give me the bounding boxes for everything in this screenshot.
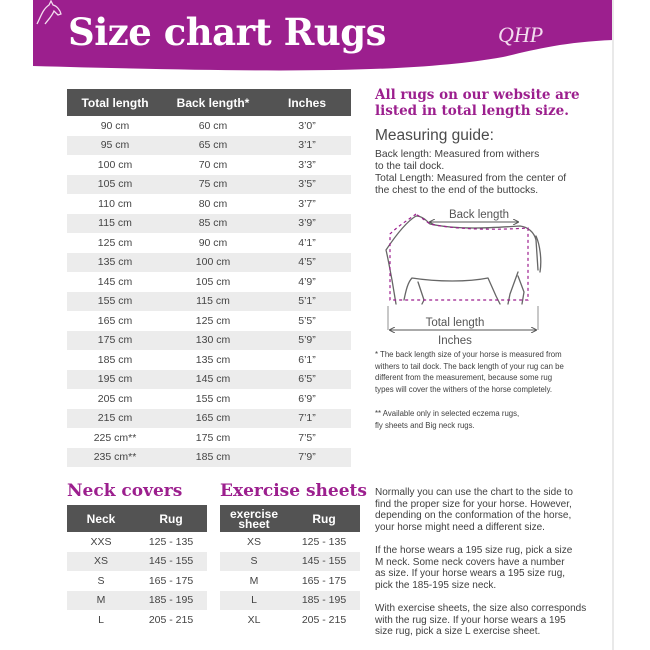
header-exercise-sheet xyxy=(220,505,288,532)
para-line: With exercise sheets, the size also corresponds xyxy=(375,603,587,614)
table-cell: 145 cm xyxy=(163,370,263,390)
table-cell: 205 cm xyxy=(97,392,133,405)
footnote-line: * The back length size of your horse is measured from xyxy=(375,350,562,359)
table-cell: 6’5” xyxy=(263,370,351,390)
table-cell: 90 cm xyxy=(198,236,228,249)
table-row xyxy=(67,389,351,409)
table-cell: 165 - 175 xyxy=(301,574,347,587)
table-cell: 80 cm xyxy=(198,197,228,210)
back-length-footnote xyxy=(375,349,590,395)
table-cell: 3’7” xyxy=(298,197,316,210)
table-row xyxy=(67,331,351,351)
table-cell: M xyxy=(67,591,135,611)
table-cell: 155 cm xyxy=(195,392,231,405)
measuring-guide-text xyxy=(375,149,590,197)
footnote-line: ** Available only in selected eczema rugs, xyxy=(375,409,520,418)
inches-label: Inches xyxy=(438,335,472,347)
table-cell: 4’5” xyxy=(263,253,351,273)
table-cell: 195 cm xyxy=(67,370,163,390)
footnote-line: types will cover the withers of the horse completely. xyxy=(375,384,553,394)
table-row xyxy=(67,409,351,429)
table-cell: 185 cm xyxy=(97,353,133,366)
size-chart-body xyxy=(67,116,351,467)
table-row xyxy=(67,155,351,175)
table-row xyxy=(220,552,360,572)
table-cell: XL xyxy=(247,613,261,626)
table-cell: 3’5” xyxy=(263,175,351,195)
table-cell: 175 cm xyxy=(67,331,163,351)
table-cell: 6’1” xyxy=(298,353,316,366)
table-header-row xyxy=(220,505,360,532)
table-row xyxy=(67,610,207,630)
table-cell: 65 cm xyxy=(163,136,263,156)
table-cell: 60 cm xyxy=(198,119,228,132)
table-cell: S xyxy=(220,552,288,572)
table-cell: L xyxy=(220,591,288,611)
table-row xyxy=(67,311,351,331)
footnote-line: withers to tail dock. The back length of your rug can be xyxy=(375,361,564,371)
header-rug: Rug xyxy=(288,505,360,532)
table-cell: XS xyxy=(67,552,135,572)
measuring-guide-title: Measuring guide: xyxy=(375,127,494,144)
page-edge-rule xyxy=(612,0,614,650)
table-row xyxy=(67,532,207,552)
table-cell: 3’3” xyxy=(298,158,316,171)
guide-line: to the tail dock. xyxy=(375,161,445,172)
table-row xyxy=(67,253,351,273)
table-cell: 145 - 155 xyxy=(288,552,360,572)
footnote-line: fly sheets and Big neck rugs. xyxy=(375,420,475,430)
footnote-line: different from the measurement, because some rug xyxy=(375,373,553,382)
table-cell: 130 cm xyxy=(163,331,263,351)
para-line: pick the 185-195 size neck. xyxy=(375,579,497,591)
table-row xyxy=(67,448,351,468)
table-row xyxy=(67,370,351,390)
table-cell: 185 - 195 xyxy=(288,591,360,611)
table-cell: 95 cm xyxy=(67,136,163,156)
table-row xyxy=(67,591,207,611)
table-cell: 165 - 175 xyxy=(148,574,194,587)
table-cell: 5’5” xyxy=(298,314,316,327)
header-total-length: Total length xyxy=(67,89,163,116)
table-row xyxy=(220,571,360,591)
table-cell: 4’1” xyxy=(298,236,316,249)
table-cell: 3’1” xyxy=(263,136,351,156)
table-cell: 205 - 215 xyxy=(301,613,347,626)
table-cell: 175 cm xyxy=(195,431,231,444)
table-cell: 125 - 135 xyxy=(301,535,347,548)
back-length-label: Back length xyxy=(448,209,510,221)
availability-footnote xyxy=(375,408,590,431)
table-cell: 185 cm xyxy=(163,448,263,468)
table-cell: 125 cm xyxy=(195,314,231,327)
table-cell: 225 cm** xyxy=(93,431,137,444)
intro-heading: All rugs on our website are listed in total length size. xyxy=(375,87,580,119)
header-inches: Inches xyxy=(263,89,351,116)
table-cell: 105 cm xyxy=(195,275,231,288)
table-cell: 145 - 155 xyxy=(135,552,207,572)
horse-outline xyxy=(386,216,541,304)
table-cell: 125 cm xyxy=(97,236,133,249)
header-banner xyxy=(33,0,613,73)
table-row xyxy=(220,532,360,552)
size-chart-table xyxy=(67,89,351,467)
guide-line: the chest to the end of the buttocks. xyxy=(375,185,539,196)
brand-logo-text: QHP xyxy=(498,22,544,47)
table-cell: 115 cm xyxy=(67,214,163,234)
neck-covers-title: Neck covers xyxy=(67,481,183,501)
table-cell: 185 - 195 xyxy=(135,591,207,611)
table-cell: 135 cm xyxy=(67,253,163,273)
sizing-paragraph-general xyxy=(375,487,595,533)
table-row xyxy=(67,175,351,195)
table-cell: 165 cm xyxy=(97,314,133,327)
total-length-label: Total length xyxy=(425,317,485,329)
table-cell: 155 cm xyxy=(67,292,163,312)
table-cell: 5’9” xyxy=(263,331,351,351)
table-cell: 7’1” xyxy=(263,409,351,429)
table-cell: 145 cm xyxy=(97,275,133,288)
para-line: with the rug size. If your horse wears a 195 xyxy=(375,614,566,626)
table-cell: 75 cm xyxy=(163,175,263,195)
table-cell: 110 cm xyxy=(98,197,132,210)
table-cell: M xyxy=(249,574,259,587)
table-cell: 90 cm xyxy=(100,119,130,132)
table-row xyxy=(220,591,360,611)
header-rug: Rug xyxy=(135,505,207,532)
table-row xyxy=(67,292,351,312)
header-exercise-line1: exercise xyxy=(229,506,279,521)
table-cell: XS xyxy=(246,535,261,548)
table-row xyxy=(67,233,351,253)
horse-head-icon xyxy=(33,0,63,26)
table-header-row xyxy=(67,89,351,116)
para-line: as size. If your horse wears a 195 size rug, xyxy=(375,568,566,579)
table-cell: XXS xyxy=(90,535,112,548)
table-row xyxy=(67,116,351,136)
table-cell: S xyxy=(97,574,105,587)
exercise-sheets-table xyxy=(220,505,360,630)
table-row xyxy=(67,272,351,292)
table-cell: 115 cm xyxy=(163,292,263,312)
table-cell: 4’9” xyxy=(298,275,316,288)
exercise-sheets-body xyxy=(220,532,360,630)
table-cell: 125 - 135 xyxy=(148,535,194,548)
table-cell: 3’0” xyxy=(298,119,316,132)
table-cell: 100 cm xyxy=(97,158,133,171)
table-row xyxy=(67,194,351,214)
table-cell: 215 cm xyxy=(67,409,163,429)
table-cell: 7’5” xyxy=(298,431,316,444)
table-cell: 5’1” xyxy=(263,292,351,312)
table-cell: L xyxy=(98,613,104,626)
para-line: find the proper size for your horse. However, xyxy=(375,498,572,510)
para-line: size rug, pick a size L exercise sheet. xyxy=(375,626,541,637)
table-row xyxy=(67,214,351,234)
table-row xyxy=(67,552,207,572)
table-cell: 105 cm xyxy=(67,175,163,195)
neck-covers-body xyxy=(67,532,207,630)
neck-covers-table xyxy=(67,505,207,630)
para-line: depending on the conformation of the horse, xyxy=(375,510,572,521)
table-cell: 235 cm** xyxy=(67,448,163,468)
para-line: M neck. Some neck covers have a number xyxy=(375,556,565,568)
table-row xyxy=(67,571,207,591)
para-line: If the horse wears a 195 size rug, pick a size xyxy=(375,545,573,556)
sizing-paragraph-neck xyxy=(375,545,595,591)
table-cell: 6’9” xyxy=(298,392,316,405)
guide-line: Back length: Measured from withers xyxy=(375,149,540,160)
table-cell: 205 - 215 xyxy=(148,613,194,626)
table-row xyxy=(67,136,351,156)
table-cell: 165 cm xyxy=(163,409,263,429)
para-line: your horse might need a different size. xyxy=(375,521,545,533)
table-cell: 85 cm xyxy=(163,214,263,234)
page-title: Size chart Rugs xyxy=(68,10,386,54)
header-back-length: Back length* xyxy=(163,89,263,116)
table-row xyxy=(220,610,360,630)
exercise-sheets-title: Exercise sheets xyxy=(220,481,367,501)
table-cell: 7’9” xyxy=(263,448,351,468)
header-neck: Neck xyxy=(67,505,135,532)
table-cell: 70 cm xyxy=(198,158,228,171)
table-cell: 100 cm xyxy=(163,253,263,273)
para-line: Normally you can use the chart to the side to xyxy=(375,487,573,498)
table-row xyxy=(67,350,351,370)
guide-line: Total Length: Measured from the center of xyxy=(375,173,567,184)
horse-measurement-diagram xyxy=(378,200,553,350)
table-header-row xyxy=(67,505,207,532)
sizing-paragraph-exercise xyxy=(375,603,595,638)
table-row xyxy=(67,428,351,448)
table-cell: 3’9” xyxy=(263,214,351,234)
header-exercise-line2: sheet xyxy=(238,516,270,531)
table-cell: 135 cm xyxy=(195,353,231,366)
